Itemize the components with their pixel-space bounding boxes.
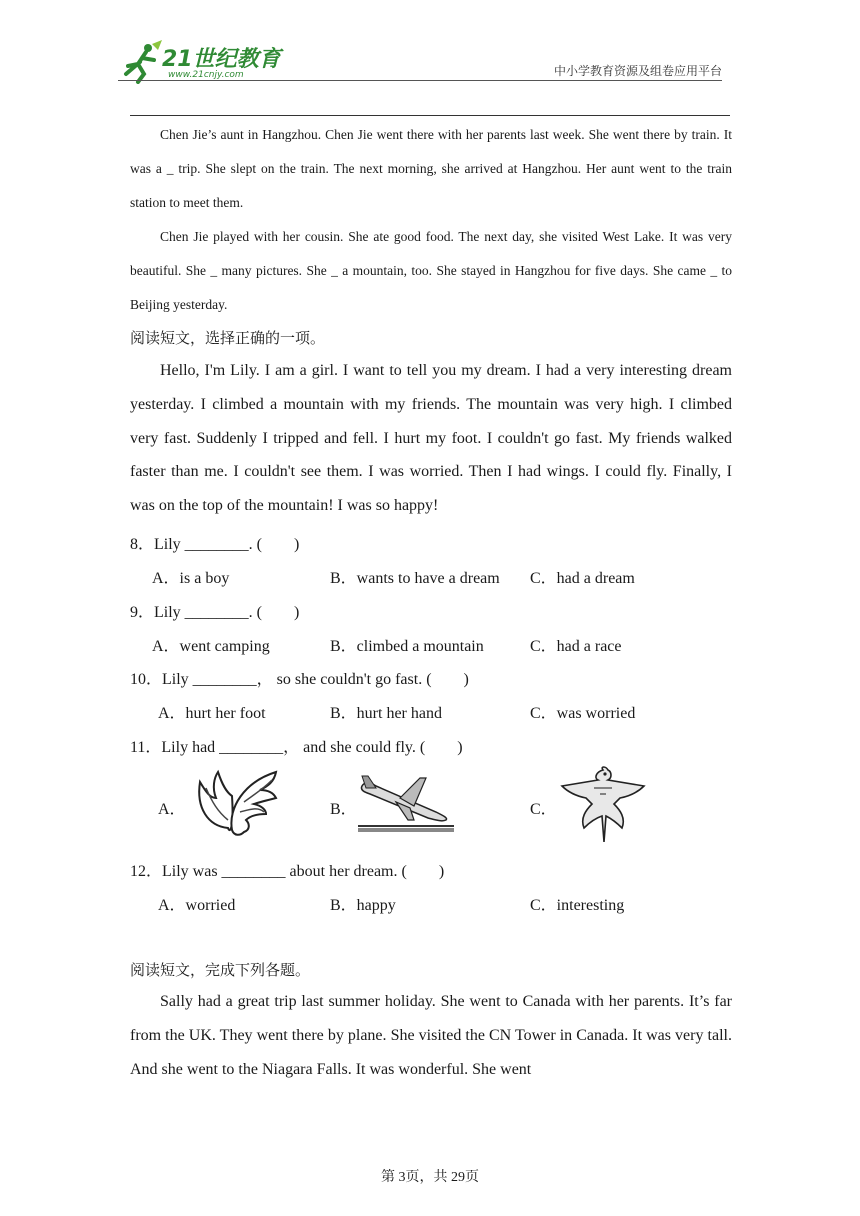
section2-instruction: 阅读短文，选择正确的一项。 — [130, 329, 326, 347]
question-12-option-b[interactable]: B．happy — [330, 897, 396, 914]
passage1-paragraph2: Chen Jie played with her cousin. She ate good food. The next day, she visited West Lake. It was very beautiful. She _ many pictures. She _ a mountain, too. She stayed in Hangzhou for five days. She came _ to Beijing yesterday. — [130, 229, 732, 312]
runner-logo-icon — [118, 40, 164, 84]
kite-icon[interactable] — [560, 764, 646, 844]
question-12-stem: 12．Lily was ________ about her dream. ( ) — [130, 863, 445, 880]
question-11-option-b[interactable]: B． — [330, 801, 357, 818]
question-11-stem: 11．Lily had ________， and she could fly. ( ) — [130, 739, 463, 756]
logo-text: 21世纪教育 — [162, 47, 281, 72]
question-12-option-c[interactable]: C．interesting — [530, 897, 625, 914]
section3-instruction: 阅读短文，完成下列各题。 — [130, 961, 311, 979]
question-9-stem: 9．Lily ________. ( ) — [130, 604, 300, 621]
top-rule — [130, 115, 730, 116]
question-8-option-a[interactable]: A．is a boy — [152, 570, 230, 587]
question-11-option-c[interactable]: C． — [530, 801, 557, 818]
logo-url: www.21cnjy.com — [168, 70, 244, 80]
question-8-option-c[interactable]: C．had a dream — [530, 570, 635, 587]
question-9-option-a[interactable]: A．went camping — [152, 638, 270, 655]
question-9-option-b[interactable]: B．climbed a mountain — [330, 638, 484, 655]
question-10-option-c[interactable]: C．was worried — [530, 705, 636, 722]
question-11-option-a[interactable]: A． — [158, 801, 186, 818]
header-tagline: 中小学教育资源及组卷应用平台 — [553, 64, 722, 78]
passage1-paragraph1: Chen Jie’s aunt in Hangzhou. Chen Jie went there with her parents last week. She went there by train. It was a _ trip. She slept on the train. The next morning, she arrived at Hangzhou. Her aunt went to the train station to meet them. — [130, 127, 732, 210]
page-number: 第 3页，共 29页 — [381, 1170, 479, 1185]
airplane-icon[interactable] — [356, 772, 456, 834]
question-12-option-a[interactable]: A．worried — [158, 897, 236, 914]
question-10-stem: 10．Lily ________， so she couldn't go fast. ( ) — [130, 671, 469, 688]
question-8-option-b[interactable]: B．wants to have a dream — [330, 570, 500, 587]
question-9-option-c[interactable]: C．had a race — [530, 638, 622, 655]
header-divider — [118, 80, 722, 81]
question-10-option-a[interactable]: A．hurt her foot — [158, 705, 266, 722]
wings-icon[interactable] — [188, 768, 280, 842]
question-10-option-b[interactable]: B．hurt her hand — [330, 705, 442, 722]
section2-passage: Hello, I'm Lily. I am a girl. I want to tell you my dream. I had a very interesting dream yesterday. I climbed a mountain with my friends. The mountain was very high. I climbed very fast. Suddenly I tripped and fell. I hurt my foot. I couldn't go fast. My friends walked faster than me. I couldn't see them. I was worried. Then I had wings. I could fly. Finally, I was on the top of the mountain! I was so happy! — [130, 362, 732, 515]
section3-passage: Sally had a great trip last summer holiday. She went to Canada with her parents. It’s far from the UK. They went there by plane. She visited the CN Tower in Canada. It was very tall. And she went to the Niagara Falls. It was wonderful. She went — [130, 993, 732, 1078]
site-logo — [118, 40, 288, 84]
question-8-stem: 8．Lily ________. ( ) — [130, 536, 300, 553]
